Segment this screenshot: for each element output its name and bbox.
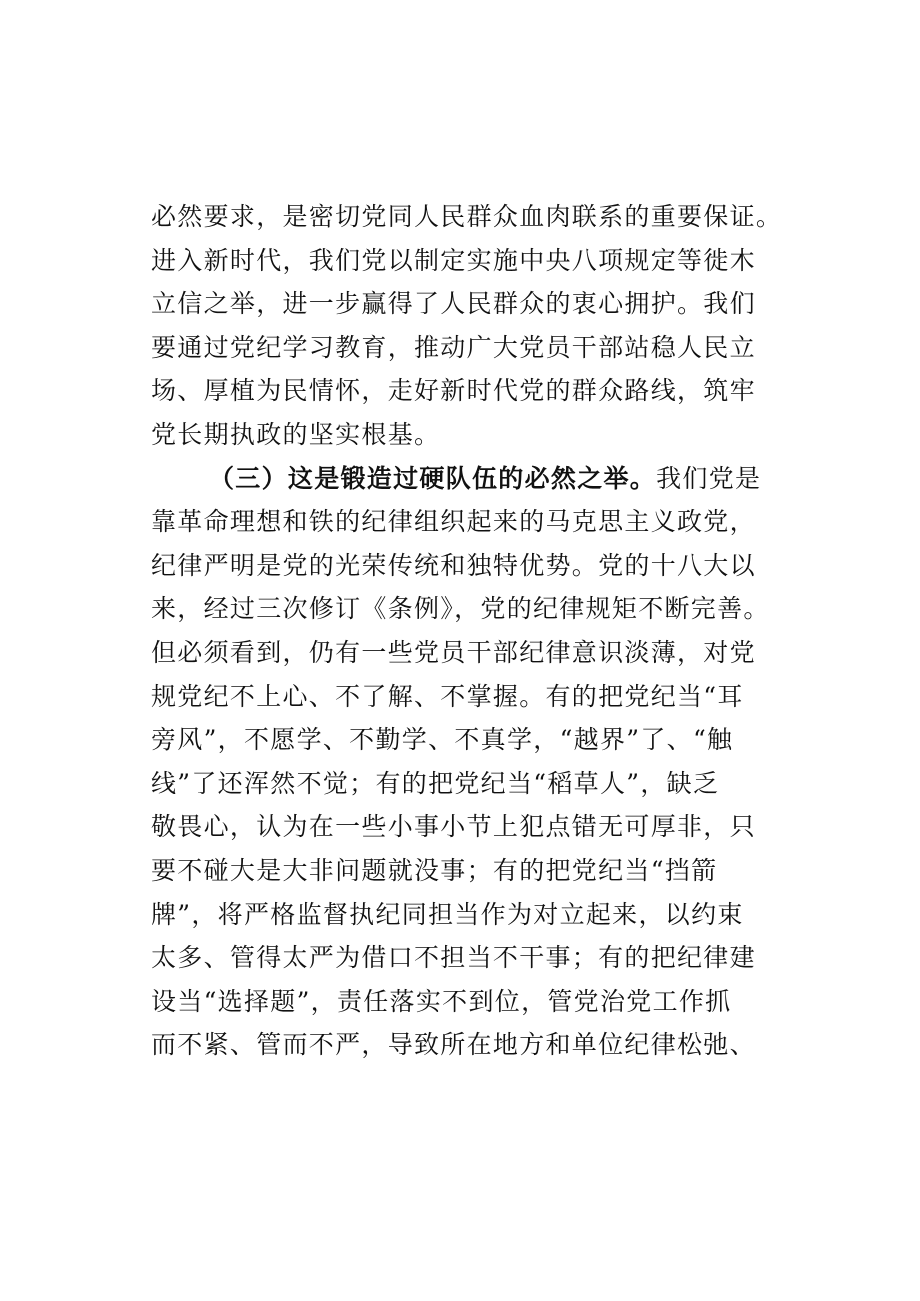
section-3-line-2: 靠革命理想和铁的纪律组织起来的马克思主义政党， [151, 507, 756, 537]
section-3-line-12: 太多、管得太严为借口不担当不干事；有的把纪律建 [151, 943, 756, 973]
paragraph-line-3: 立信之举，进一步赢得了人民群众的衷心拥护。我们 [151, 289, 756, 319]
paragraph-line-4: 要通过党纪学习教育，推动广大党员干部站稳人民立 [151, 332, 756, 362]
section-3-heading: （三）这是锻造过硬队伍的必然之举。 [209, 463, 657, 493]
section-3-line-13: 设当“选择题”，责任落实不到位，管党治党工作抓 [151, 986, 732, 1016]
section-3-first-line [151, 457, 781, 501]
section-3-line-9: 敬畏心，认为在一些小事小节上犯点错无可厚非，只 [151, 812, 756, 842]
section-3-line-10: 要不碰大是大非问题就没事；有的把党纪当“挡箭 [151, 855, 718, 885]
section-3-line-3: 纪律严明是党的光荣传统和独特优势。党的十八大以 [151, 550, 756, 580]
section-3-first-line-rest: 我们党是 [656, 463, 762, 493]
paragraph-line-5: 场、厚植为民情怀，走好新时代党的群众路线，筑牢 [151, 376, 756, 406]
section-3-line-5: 但必须看到，仍有一些党员干部纪律意识淡薄，对党 [151, 637, 756, 667]
section-3-line-11: 牌”，将严格监督执纪同担当作为对立起来，以约束 [151, 899, 744, 929]
paragraph-line-6: 党长期执政的坚实根基。 [151, 419, 441, 449]
section-3-line-7: 旁风”，不愿学、不勤学、不真学，“越界”了、“触 [151, 725, 734, 755]
paragraph-line-1: 必然要求，是密切党同人民群众血肉联系的重要保证。 [151, 202, 783, 231]
section-3-line-6: 规党纪不上心、不了解、不掌握。有的把党纪当“耳 [151, 681, 744, 711]
section-3-line-14: 而不紧、管而不严，导致所在地方和单位纪律松弛、 [151, 1030, 756, 1060]
section-3-line-8: 线”了还浑然不觉；有的把党纪当“稻草人”，缺乏 [151, 768, 720, 798]
section-3-line-4: 来，经过三次修订《条例》，党的纪律规矩不断完善。 [151, 594, 770, 624]
paragraph-line-2: 进入新时代，我们党以制定实施中央八项规定等徙木 [151, 245, 756, 275]
document-body [151, 195, 781, 1067]
